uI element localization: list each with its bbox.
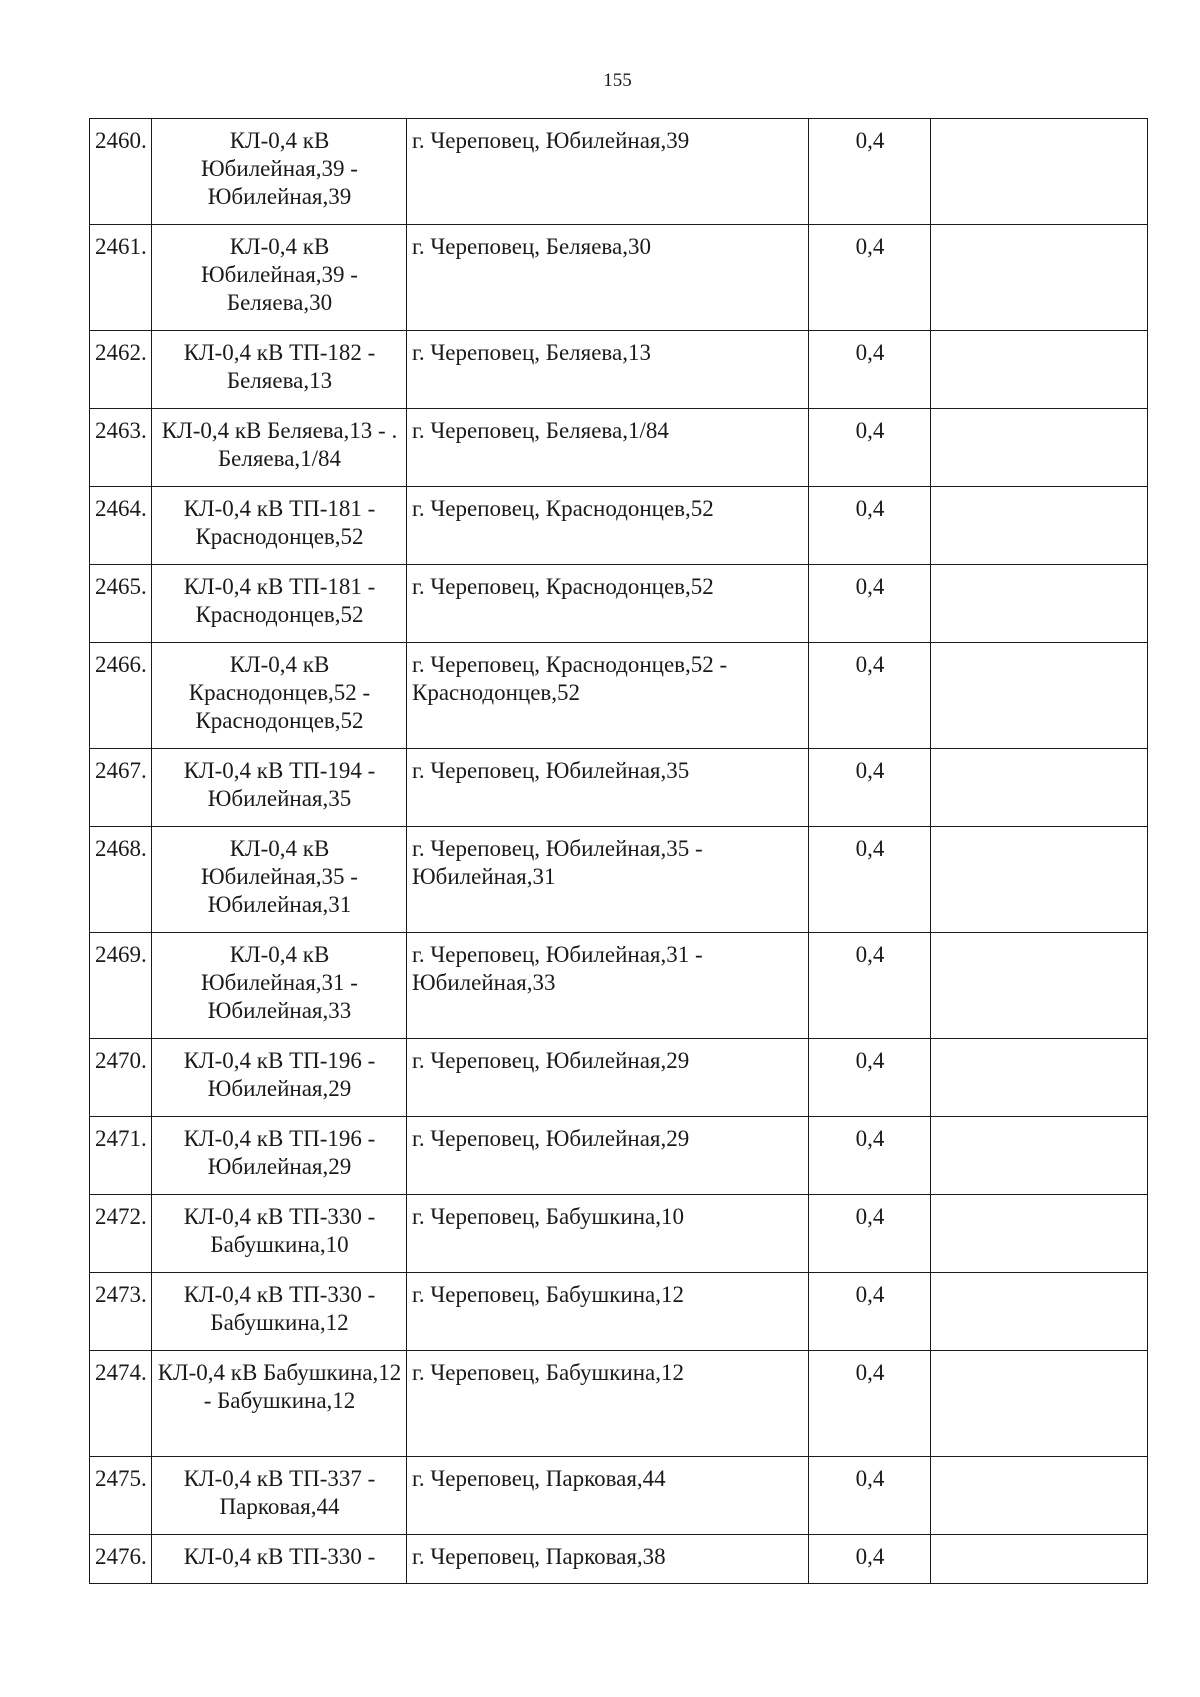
cable-line-address: г. Череповец, Бабушкина,12 [407,1351,809,1457]
voltage-kv: 0,4 [809,1273,931,1351]
cable-line-address: г. Череповец, Юбилейная,29 [407,1039,809,1117]
row-number: 2473. [90,1273,152,1351]
table-row [90,643,1148,749]
cable-line-address: г. Череповец, Парковая,38 [407,1535,809,1584]
cable-line-register-table [89,118,1148,1584]
empty-cell [931,643,1148,749]
row-number: 2463. [90,409,152,487]
cable-line-address: г. Череповец, Юбилейная,39 [407,119,809,225]
voltage-kv: 0,4 [809,1535,931,1584]
cable-line-name: КЛ-0,4 кВ Краснодонцев,52 - Краснодонцев,52 [152,643,407,749]
voltage-kv: 0,4 [809,749,931,827]
empty-cell [931,749,1148,827]
table-row [90,933,1148,1039]
table-row [90,1351,1148,1457]
table-row [90,1039,1148,1117]
voltage-kv: 0,4 [809,1039,931,1117]
voltage-kv: 0,4 [809,487,931,565]
cable-line-name: КЛ-0,4 кВ ТП-196 - Юбилейная,29 [152,1117,407,1195]
empty-cell [931,1457,1148,1535]
cable-line-address: г. Череповец, Юбилейная,29 [407,1117,809,1195]
cable-line-address: г. Череповец, Юбилейная,35 [407,749,809,827]
cable-line-address: г. Череповец, Краснодонцев,52 [407,565,809,643]
row-number: 2466. [90,643,152,749]
empty-cell [931,409,1148,487]
empty-cell [931,933,1148,1039]
cable-line-address: г. Череповец, Бабушкина,12 [407,1273,809,1351]
empty-cell [931,1535,1148,1584]
voltage-kv: 0,4 [809,1117,931,1195]
cable-line-address: г. Череповец, Бабушкина,10 [407,1195,809,1273]
cable-line-name: КЛ-0,4 кВ ТП-181 - Краснодонцев,52 [152,487,407,565]
empty-cell [931,1351,1148,1457]
row-number: 2465. [90,565,152,643]
cable-line-name: КЛ-0,4 кВ Бабушкина,12 - Бабушкина,12 [152,1351,407,1457]
empty-cell [931,487,1148,565]
cable-line-name: КЛ-0,4 кВ Юбилейная,31 - Юбилейная,33 [152,933,407,1039]
empty-cell [931,119,1148,225]
row-number: 2469. [90,933,152,1039]
voltage-kv: 0,4 [809,1195,931,1273]
table-row [90,749,1148,827]
table-row [90,1195,1148,1273]
row-number: 2475. [90,1457,152,1535]
row-number: 2470. [90,1039,152,1117]
cable-line-name: КЛ-0,4 кВ ТП-196 - Юбилейная,29 [152,1039,407,1117]
table-row [90,487,1148,565]
empty-cell [931,225,1148,331]
cable-line-address: г. Череповец, Беляева,30 [407,225,809,331]
row-number: 2471. [90,1117,152,1195]
cable-line-address: г. Череповец, Краснодонцев,52 - Краснодонцев,52 [407,643,809,749]
row-number: 2474. [90,1351,152,1457]
row-number: 2462. [90,331,152,409]
empty-cell [931,565,1148,643]
cable-line-name: КЛ-0,4 кВ Юбилейная,39 - Беляева,30 [152,225,407,331]
empty-cell [931,1273,1148,1351]
table-row [90,119,1148,225]
cable-line-name: КЛ-0,4 кВ ТП-181 - Краснодонцев,52 [152,565,407,643]
table-row [90,1457,1148,1535]
voltage-kv: 0,4 [809,827,931,933]
voltage-kv: 0,4 [809,565,931,643]
voltage-kv: 0,4 [809,933,931,1039]
cable-line-address: г. Череповец, Юбилейная,35 - Юбилейная,31 [407,827,809,933]
table-row [90,409,1148,487]
row-number: 2472. [90,1195,152,1273]
table-row [90,225,1148,331]
cable-line-address: г. Череповец, Краснодонцев,52 [407,487,809,565]
table-row [90,1273,1148,1351]
cable-line-name: КЛ-0,4 кВ Беляева,13 - . Беляева,1/84 [152,409,407,487]
cable-line-name: КЛ-0,4 кВ Юбилейная,39 - Юбилейная,39 [152,119,407,225]
voltage-kv: 0,4 [809,1351,931,1457]
row-number: 2467. [90,749,152,827]
cable-line-name: КЛ-0,4 кВ ТП-330 - Бабушкина,10 [152,1195,407,1273]
cable-line-name: КЛ-0,4 кВ Юбилейная,35 - Юбилейная,31 [152,827,407,933]
row-number: 2461. [90,225,152,331]
cable-line-address: г. Череповец, Парковая,44 [407,1457,809,1535]
empty-cell [931,331,1148,409]
cable-line-address: г. Череповец, Беляева,13 [407,331,809,409]
empty-cell [931,827,1148,933]
cable-line-name: КЛ-0,4 кВ ТП-330 - Бабушкина,12 [152,1273,407,1351]
empty-cell [931,1039,1148,1117]
voltage-kv: 0,4 [809,225,931,331]
cable-line-address: г. Череповец, Юбилейная,31 - Юбилейная,33 [407,933,809,1039]
cable-line-name: КЛ-0,4 кВ ТП-182 - Беляева,13 [152,331,407,409]
voltage-kv: 0,4 [809,1457,931,1535]
cable-line-name: КЛ-0,4 кВ ТП-330 - [152,1535,407,1584]
cable-line-name: КЛ-0,4 кВ ТП-337 - Парковая,44 [152,1457,407,1535]
table-row [90,565,1148,643]
table-row [90,1117,1148,1195]
table-row [90,827,1148,933]
voltage-kv: 0,4 [809,409,931,487]
row-number: 2460. [90,119,152,225]
row-number: 2476. [90,1535,152,1584]
page-number: 155 [603,70,632,91]
row-number: 2464. [90,487,152,565]
cable-line-name: КЛ-0,4 кВ ТП-194 - Юбилейная,35 [152,749,407,827]
cable-line-address: г. Череповец, Беляева,1/84 [407,409,809,487]
empty-cell [931,1195,1148,1273]
row-number: 2468. [90,827,152,933]
voltage-kv: 0,4 [809,331,931,409]
table-row [90,331,1148,409]
table-row [90,1535,1148,1584]
voltage-kv: 0,4 [809,643,931,749]
empty-cell [931,1117,1148,1195]
voltage-kv: 0,4 [809,119,931,225]
